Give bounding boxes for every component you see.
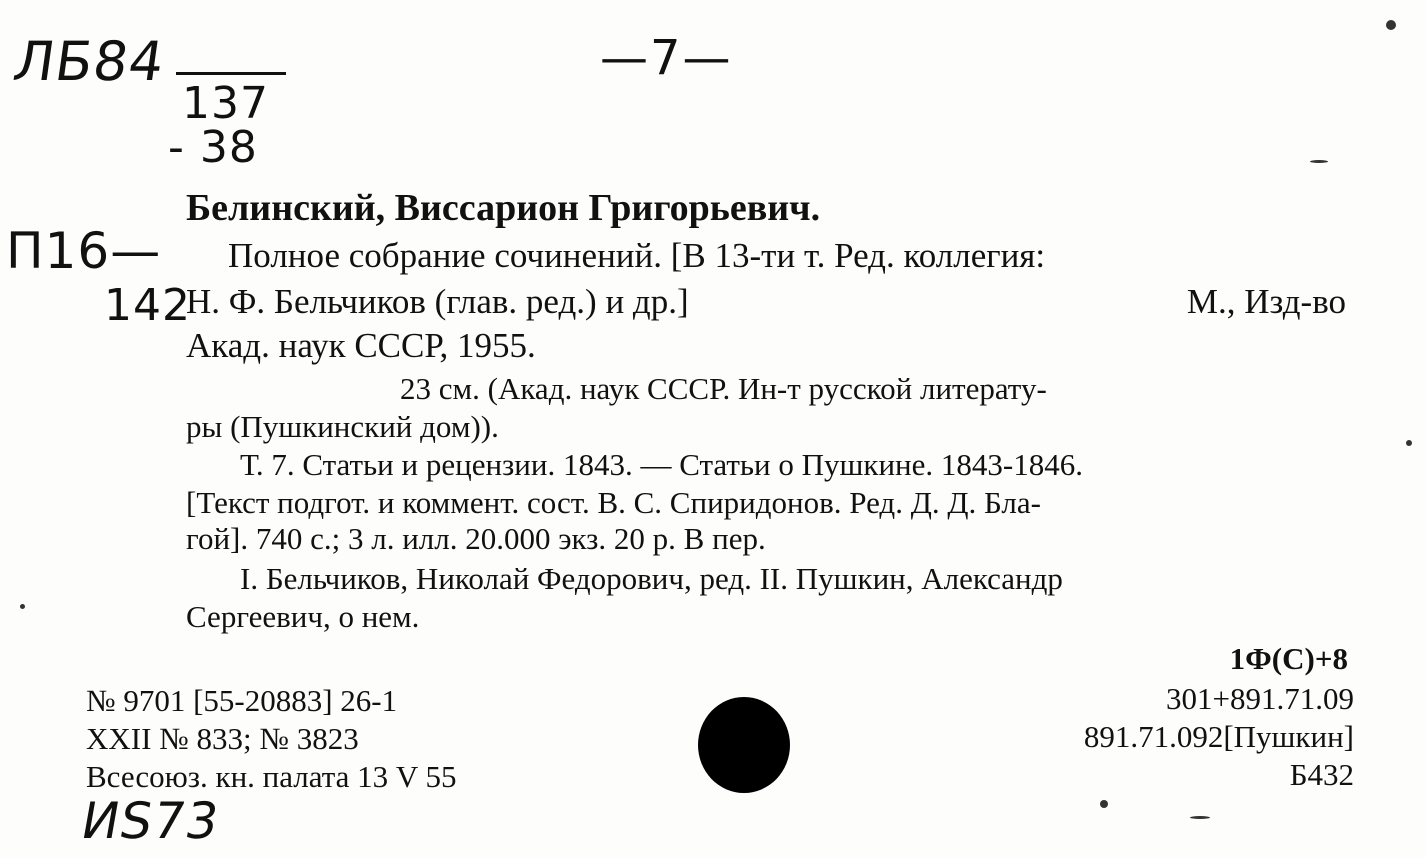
publisher-place: М., Изд-во <box>1186 282 1346 321</box>
title-line-3: Акад. наук СССР, 1955. <box>186 326 536 365</box>
handwritten-fraction-denominator: - 38 <box>168 122 258 173</box>
tracings-line-2: Сергеевич, о нем. <box>186 599 420 634</box>
title-line-1: Полное собрание сочинений. [В 13-ти т. Ред. коллегия: <box>228 236 1046 275</box>
footer-left-line-1: № 9701 [55-20883] 26-1 <box>86 683 398 718</box>
classification-code: 1Ф(С)+8 <box>1229 641 1348 676</box>
footer-left-line-2: XXII № 833; № 3823 <box>86 721 359 756</box>
handwritten-left-mark-2: 142 <box>104 280 191 331</box>
title-line-2: Н. Ф. Бельчиков (глав. ред.) и др.] <box>186 282 689 321</box>
scan-speck <box>1190 816 1210 819</box>
handwritten-shelf-mark: ЛБ84 <box>9 30 169 93</box>
footer-left-line-3: Всесоюз. кн. палата 13 V 55 <box>86 759 457 794</box>
scan-speck <box>20 604 25 609</box>
author-mark: Б432 <box>1289 757 1354 792</box>
udc-code-2: 891.71.092[Пушкин] <box>1083 719 1354 754</box>
author-heading: Белинский, Виссарион Григорьевич. <box>186 187 821 229</box>
series-line-1: 23 см. (Акад. наук СССР. Ин-т русской литерату- <box>400 371 1047 406</box>
udc-code-1: 301+891.71.09 <box>1166 681 1354 716</box>
handwritten-left-mark-1: П16— <box>6 222 162 280</box>
volume-line-2: [Текст подгот. и коммент. сост. В. С. Спиридонов. Ред. Д. Д. Бла- <box>186 485 1041 520</box>
volume-line-3: гой]. 740 с.; 3 л. илл. 20.000 экз. 20 р. В пер. <box>186 521 766 556</box>
scan-speck <box>1310 160 1328 163</box>
handwritten-fraction-numerator: 137 <box>182 78 269 129</box>
handwritten-page-number: —7— <box>600 30 733 86</box>
scan-speck <box>1100 800 1108 808</box>
scan-speck <box>1386 20 1396 30</box>
scan-speck <box>1406 440 1412 446</box>
series-line-2: ры (Пушкинский дом)). <box>186 409 499 444</box>
tracings-line-1: I. Бельчиков, Николай Федорович, ред. II. Пушкин, Александр <box>240 561 1063 596</box>
volume-line-1: Т. 7. Статьи и рецензии. 1843. — Статьи о Пушкине. 1843-1846. <box>240 447 1083 482</box>
card-punch-hole <box>698 697 790 793</box>
handwritten-bottom-code: ИS73 <box>76 792 224 850</box>
fraction-bar <box>176 72 286 75</box>
